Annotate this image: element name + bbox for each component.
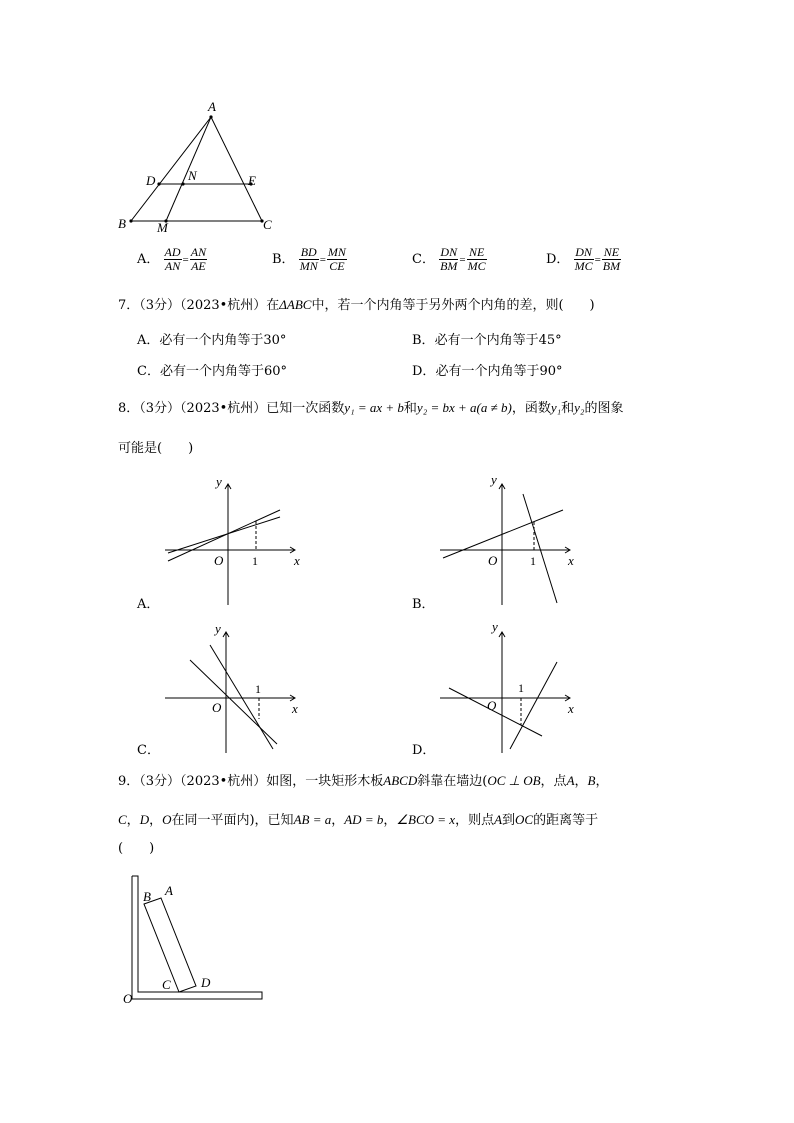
q9-point-d: D xyxy=(139,812,150,827)
q6-option-b[interactable]: B． $\frac{BD}{MN}$ = $\frac{MN}{CE}$ xyxy=(272,245,346,273)
denominator: AE xyxy=(191,259,206,273)
graph-c-y: y xyxy=(215,621,221,636)
fraction xyxy=(327,246,347,273)
fraction xyxy=(299,246,319,273)
option-letter: A． xyxy=(137,252,160,267)
graph-a-x: x xyxy=(294,553,300,568)
q9-comma: ， xyxy=(331,813,345,828)
q9-comma: ， xyxy=(574,774,588,789)
q9-angle: ∠BCO = x xyxy=(396,812,456,827)
q6-option-c[interactable]: C． $\frac{DN}{BM}$ = $\frac{NE}{MC}$ xyxy=(412,245,486,273)
fraction xyxy=(602,246,621,273)
q8-mid: ，函数 xyxy=(511,401,551,416)
choice-text: 必有一个内角等于45° xyxy=(434,333,562,348)
q9-point-a: A xyxy=(566,773,575,788)
q9-line2-g: 的距离等于 xyxy=(533,813,599,828)
graph-a xyxy=(160,470,310,610)
numerator: AD xyxy=(164,245,181,259)
numerator: MN xyxy=(327,245,346,259)
q9-stem-line2 xyxy=(118,811,598,830)
denominator: AN xyxy=(164,259,181,273)
q8-choice-b[interactable]: B． xyxy=(412,597,435,612)
q9-comma: ， xyxy=(595,774,609,789)
graph-a-y: y xyxy=(216,474,222,489)
q8-choice-a[interactable]: A． xyxy=(137,597,160,612)
q8-stem-line2 xyxy=(118,440,193,458)
graph-a-origin: O xyxy=(214,553,224,568)
graph-d xyxy=(435,618,585,758)
graph-b-one: 1 xyxy=(530,554,536,568)
board-label-O: O xyxy=(123,991,133,1006)
q9-point-a: A xyxy=(494,812,503,827)
fraction xyxy=(164,246,182,273)
graph-c-plot xyxy=(160,618,310,758)
board-label-A: A xyxy=(165,883,173,898)
graph-d-y: y xyxy=(492,619,498,634)
board-label-D: D xyxy=(201,975,211,990)
choice-letter: B． xyxy=(412,333,435,348)
numerator: NE xyxy=(603,245,620,259)
q7-choice-a[interactable] xyxy=(137,332,286,350)
q9-comma: ， xyxy=(383,813,397,828)
choice-text: 必有一个内角等于60° xyxy=(159,364,287,379)
numerator: DN xyxy=(575,245,592,259)
denominator: BM xyxy=(602,259,621,273)
graph-d-one: 1 xyxy=(518,681,524,695)
denominator: MC xyxy=(467,259,486,273)
q7-stem xyxy=(118,296,595,315)
graph-a-one: 1 xyxy=(252,554,258,568)
q9-line2-e: ，则点 xyxy=(455,813,495,828)
q8-f2: y₂ xyxy=(574,400,585,415)
triangle-figure xyxy=(110,95,290,240)
label-C: C xyxy=(263,217,272,232)
q9-point-o: O xyxy=(162,812,172,827)
choice-letter: C． xyxy=(137,364,160,379)
board-label-B: B xyxy=(143,889,151,904)
label-A: A xyxy=(208,99,216,114)
q9-line2-f: 到 xyxy=(502,813,516,828)
graph-c xyxy=(160,618,310,758)
q7-suffix: 中，若一个内角等于另外两个内角的差，则( ) xyxy=(311,298,595,313)
q9-point-b: B xyxy=(587,773,596,788)
graph-d-x: x xyxy=(568,701,574,716)
q9-line2-d: 在同一平面内)，已知 xyxy=(171,813,294,828)
q8-f1: y₁ xyxy=(550,400,562,415)
q8-and2: 和 xyxy=(561,401,575,416)
q7-choice-b[interactable] xyxy=(412,332,562,350)
denominator: CE xyxy=(329,259,345,273)
q9-comma: ， xyxy=(149,813,163,828)
graph-b-x: x xyxy=(568,553,574,568)
graph-a-plot xyxy=(160,470,310,610)
choice-text: 必有一个内角等于90° xyxy=(435,364,563,379)
numerator: NE xyxy=(467,246,487,260)
graph-c-x: x xyxy=(292,701,298,716)
q9-oc: OC xyxy=(515,812,534,827)
option-letter: B． xyxy=(272,252,295,267)
fraction xyxy=(467,246,487,273)
q8-eq1: y₁ = ax + b xyxy=(344,400,404,415)
label-M: M xyxy=(157,220,168,235)
q8-choice-c[interactable]: C． xyxy=(137,743,160,758)
q7-choice-c[interactable] xyxy=(137,363,287,381)
q9-line3: ( ) xyxy=(118,841,155,856)
q9-perp: OC ⊥ OB xyxy=(487,773,541,788)
q8-prefix: 8．（3分）（2023•杭州）已知一次函数 xyxy=(118,401,345,416)
q9-comma: ， xyxy=(126,813,140,828)
fraction xyxy=(439,246,458,273)
board-diagram xyxy=(118,868,278,1008)
q8-eq2: y₂ = bx + a(a ≠ b) xyxy=(416,400,512,415)
label-N: N xyxy=(188,168,197,183)
option-letter: C． xyxy=(412,252,435,267)
numerator: AN xyxy=(190,245,207,259)
label-D: D xyxy=(146,173,156,188)
q9-line1-c: ，点 xyxy=(540,774,567,789)
graph-d-origin: O xyxy=(487,698,497,713)
q8-stem-line1 xyxy=(118,399,623,418)
board-figure xyxy=(118,868,278,1008)
graph-b-y: y xyxy=(491,472,497,487)
graph-d-plot xyxy=(435,618,585,758)
choice-letter: A． xyxy=(137,333,160,348)
graph-c-origin: O xyxy=(212,700,222,715)
graph-b xyxy=(435,470,585,610)
q9-board: ABCD xyxy=(383,773,418,788)
numerator: BD xyxy=(300,245,317,259)
q8-choice-d[interactable]: D． xyxy=(412,743,436,758)
q9-line1-b: 斜靠在墙边( xyxy=(417,774,488,789)
numerator: DN xyxy=(440,245,458,259)
q9-line1-a: 9．（3分）（2023•杭州）如图，一块矩形木板 xyxy=(118,774,384,789)
denominator: MN xyxy=(299,259,318,273)
graph-b-origin: O xyxy=(488,553,498,568)
q9-stem-line3 xyxy=(118,840,154,858)
q9-stem-line1 xyxy=(118,772,609,791)
q8-line2: 可能是( ) xyxy=(118,441,194,456)
denominator: MC xyxy=(574,259,593,273)
label-B: B xyxy=(118,216,126,231)
board-label-C: C xyxy=(162,977,171,992)
choice-letter: D． xyxy=(412,364,436,379)
q7-choice-d[interactable] xyxy=(412,363,562,381)
q8-end: 的图象 xyxy=(584,401,624,416)
graph-c-one: 1 xyxy=(255,682,261,696)
q9-ad: AD = b xyxy=(344,812,384,827)
graph-b-plot xyxy=(435,470,585,610)
option-letter: D． xyxy=(546,252,570,267)
q9-ab: AB = a xyxy=(293,812,332,827)
fraction xyxy=(190,246,207,273)
q8-and: 和 xyxy=(403,401,417,416)
q7-prefix: 7．（3分）（2023•杭州）在 xyxy=(118,298,280,313)
q9-point-c: C xyxy=(118,812,127,827)
label-E: E xyxy=(248,173,256,188)
q6-option-d[interactable]: D． $\frac{DN}{MC}$ = $\frac{NE}{BM}$ xyxy=(546,245,621,273)
denominator: BM xyxy=(440,259,458,273)
q7-triangle: ΔABC xyxy=(279,297,312,312)
q6-option-a[interactable]: A． $\frac{AD}{AN}$ = $\frac{AN}{AE}$ xyxy=(137,245,207,273)
fraction xyxy=(574,246,594,273)
choice-text: 必有一个内角等于30° xyxy=(159,333,287,348)
